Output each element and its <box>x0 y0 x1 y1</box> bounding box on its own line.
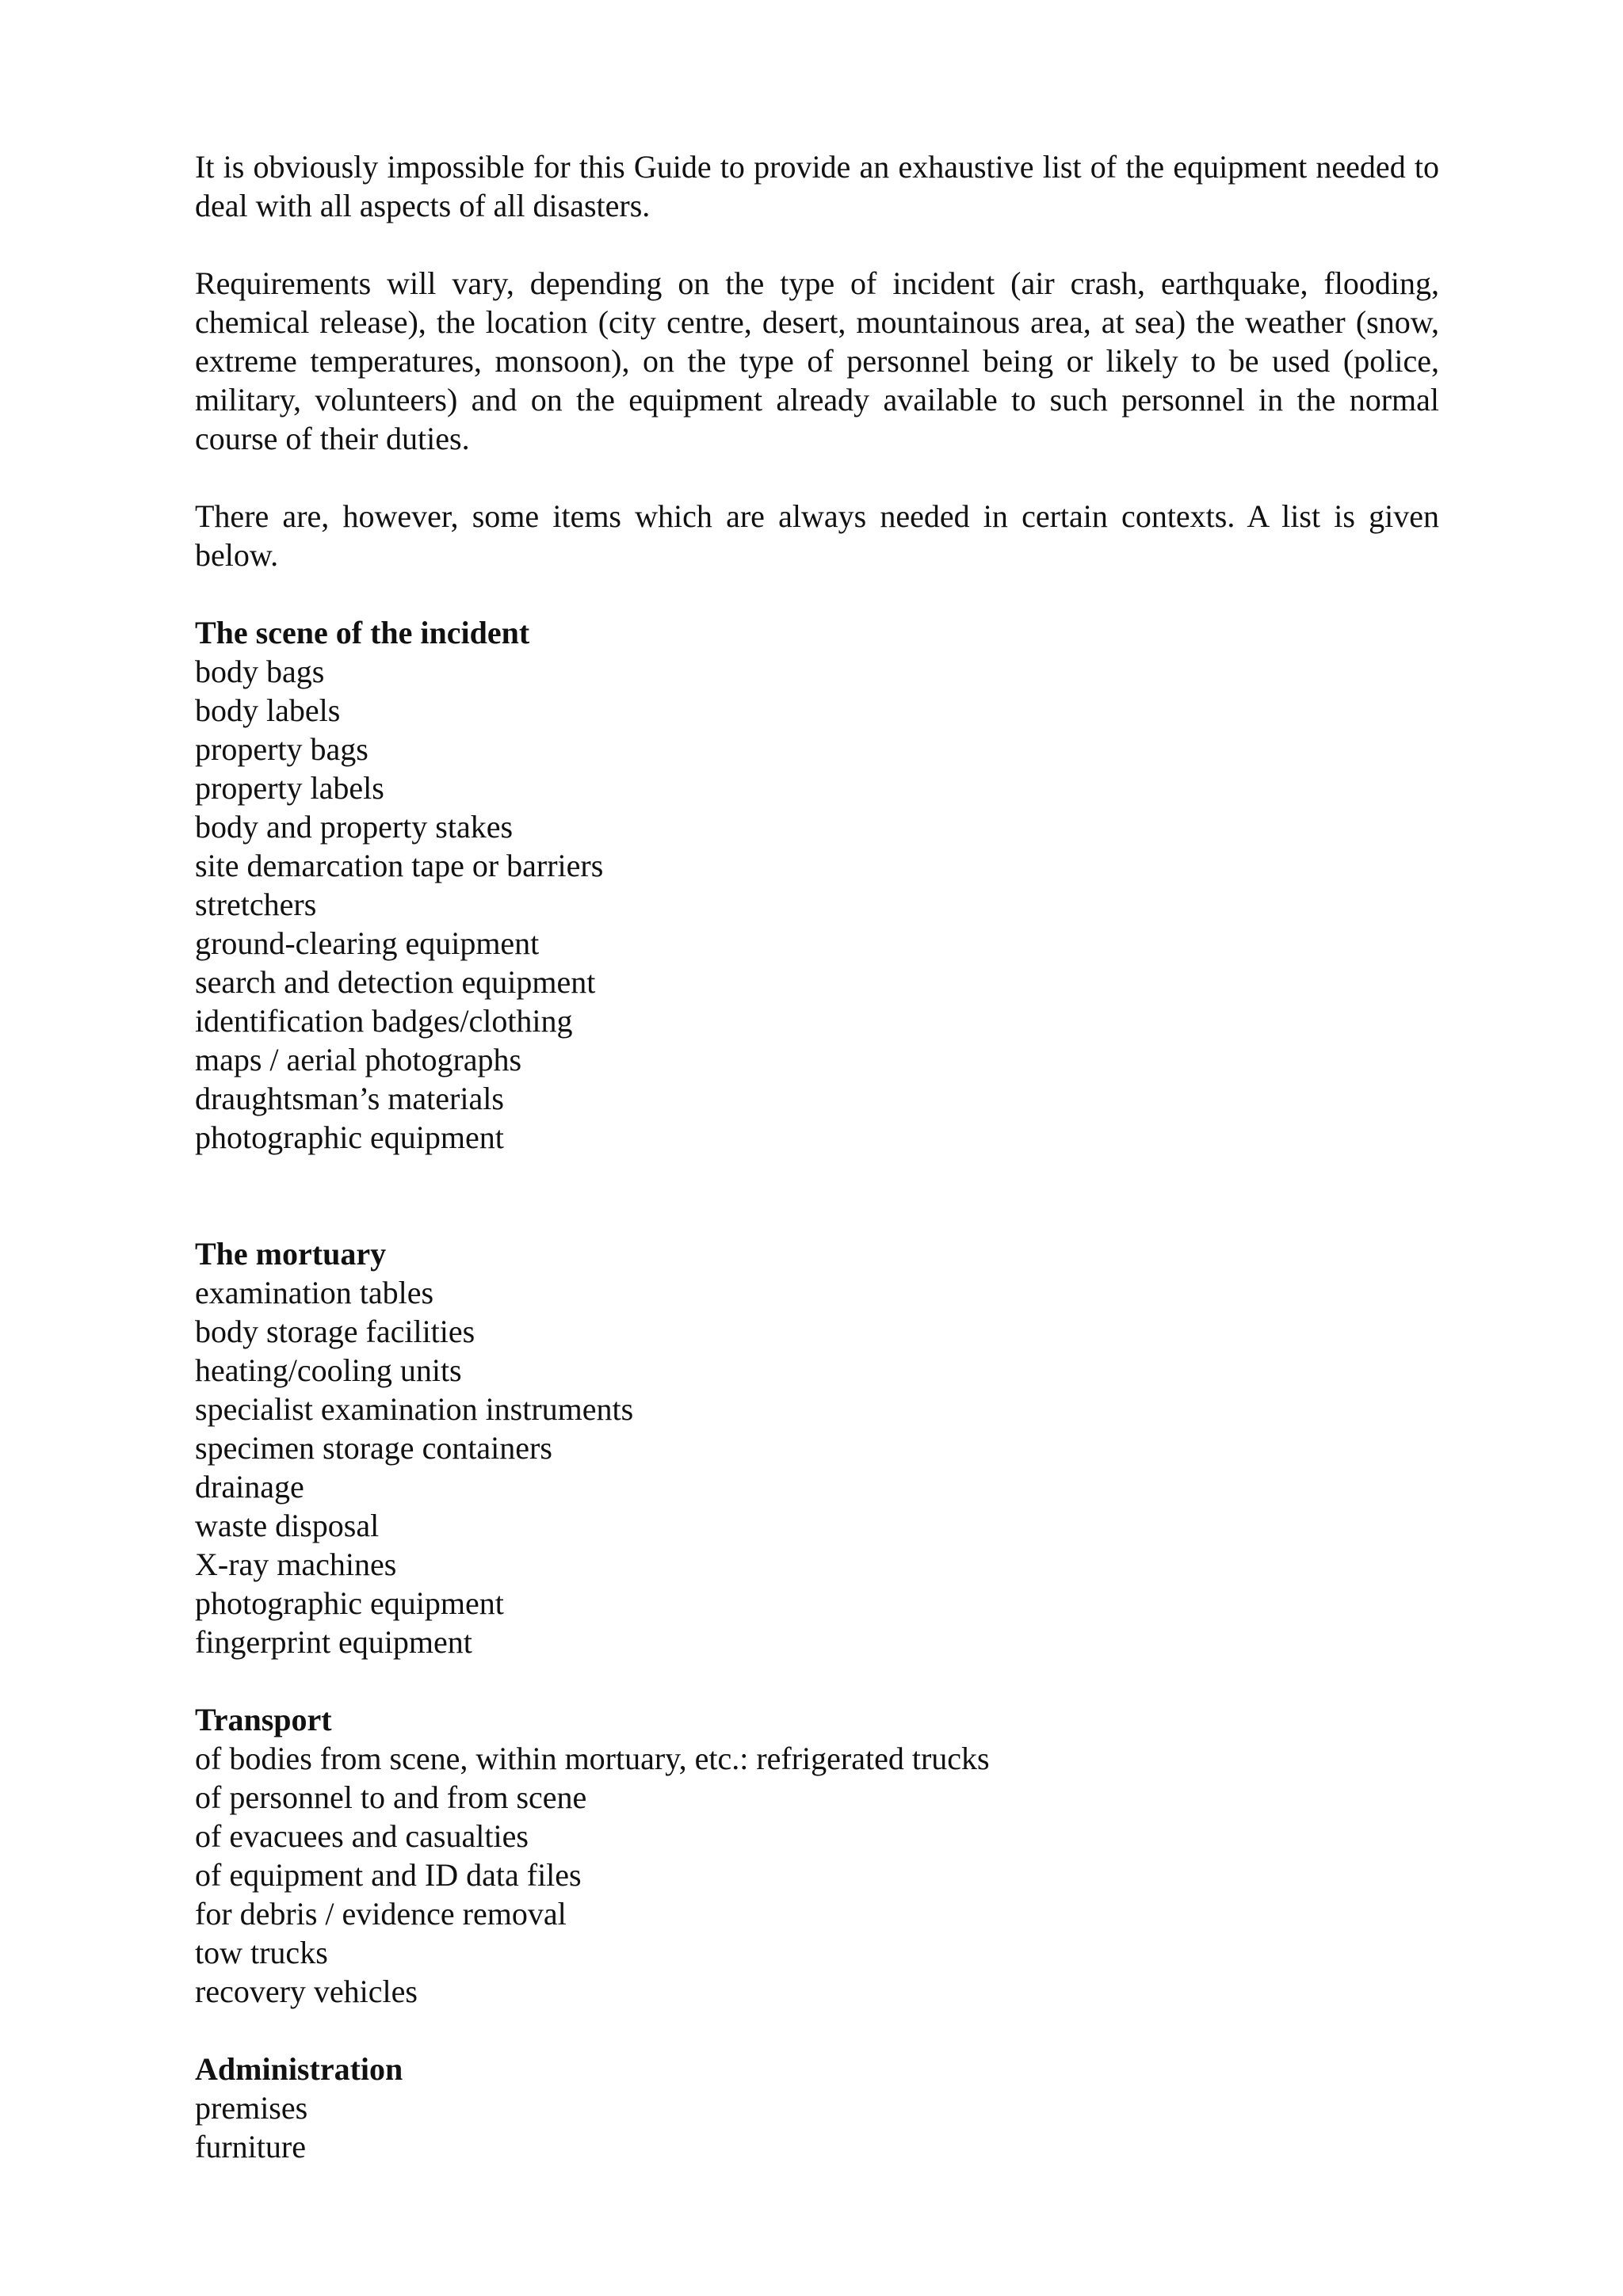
section-item-list <box>195 1739 1439 2011</box>
section-heading: The mortuary <box>195 1236 387 1272</box>
list-item: body bags <box>195 654 325 689</box>
list-item: photographic equipment <box>195 1119 504 1155</box>
list-item: draughtsman’s materials <box>195 1081 504 1116</box>
list-item: specialist examination instruments <box>195 1391 634 1427</box>
document-page <box>195 147 1439 2205</box>
section-item-list <box>195 652 1439 1157</box>
list-item: examination tables <box>195 1275 434 1310</box>
equipment-sections <box>195 613 1439 2166</box>
list-intro-paragraph: There are, however, some items which are always needed in certain contexts. A list is given below. <box>195 498 1439 573</box>
list-item: property bags <box>195 731 369 767</box>
section-item-list <box>195 2088 1439 2166</box>
list-item: search and detection equipment <box>195 964 596 1000</box>
requirements-paragraph: Requirements will vary, depending on the type of incident (air crash, earthquake, flooding, chemical release), the location (city centre, desert, mountainous area, at sea) the weather (snow, extreme temperatures, monsoon), on the type of personnel being or likely to be used (police, military, volunteers) and on the equipment already available to such personnel in the normal course of their duties. <box>195 265 1439 456</box>
section-0 <box>195 613 1439 1157</box>
list-item: waste disposal <box>195 1508 380 1543</box>
list-item: of equipment and ID data files <box>195 1857 582 1893</box>
list-item: of personnel to and from scene <box>195 1779 587 1815</box>
list-item: body labels <box>195 692 341 728</box>
list-item: for debris / evidence removal <box>195 1896 567 1932</box>
section-2 <box>195 1700 1439 2011</box>
list-item: furniture <box>195 2129 306 2164</box>
list-item: maps / aerial photographs <box>195 1042 522 1077</box>
list-item: identification badges/clothing <box>195 1003 573 1039</box>
list-item: heating/cooling units <box>195 1352 462 1388</box>
section-heading: The scene of the incident <box>195 615 530 650</box>
list-item: of bodies from scene, within mortuary, etc.: refrigerated trucks <box>195 1741 990 1776</box>
list-item: photographic equipment <box>195 1585 504 1621</box>
section-heading: Administration <box>195 2051 403 2087</box>
list-item: body storage facilities <box>195 1314 475 1349</box>
list-item: stretchers <box>195 887 317 922</box>
section-3 <box>195 2050 1439 2166</box>
list-item: site demarcation tape or barriers <box>195 848 604 883</box>
list-item: property labels <box>195 770 384 806</box>
list-item: tow trucks <box>195 1935 328 1970</box>
intro-paragraph: It is obviously impossible for this Guide to provide an exhaustive list of the equipment needed to deal with all aspects of all disasters. <box>195 149 1439 223</box>
section-heading: Transport <box>195 1702 332 1737</box>
list-item: specimen storage containers <box>195 1430 552 1466</box>
list-item: X-ray machines <box>195 1547 397 1582</box>
list-item: body and property stakes <box>195 809 514 845</box>
list-item: ground-clearing equipment <box>195 925 540 961</box>
list-item: of evacuees and casualties <box>195 1818 529 1854</box>
list-item: drainage <box>195 1469 304 1505</box>
list-item: premises <box>195 2090 308 2126</box>
section-item-list <box>195 1273 1439 1661</box>
list-item: recovery vehicles <box>195 1974 418 2009</box>
list-item: fingerprint equipment <box>195 1624 472 1660</box>
section-1 <box>195 1234 1439 1661</box>
